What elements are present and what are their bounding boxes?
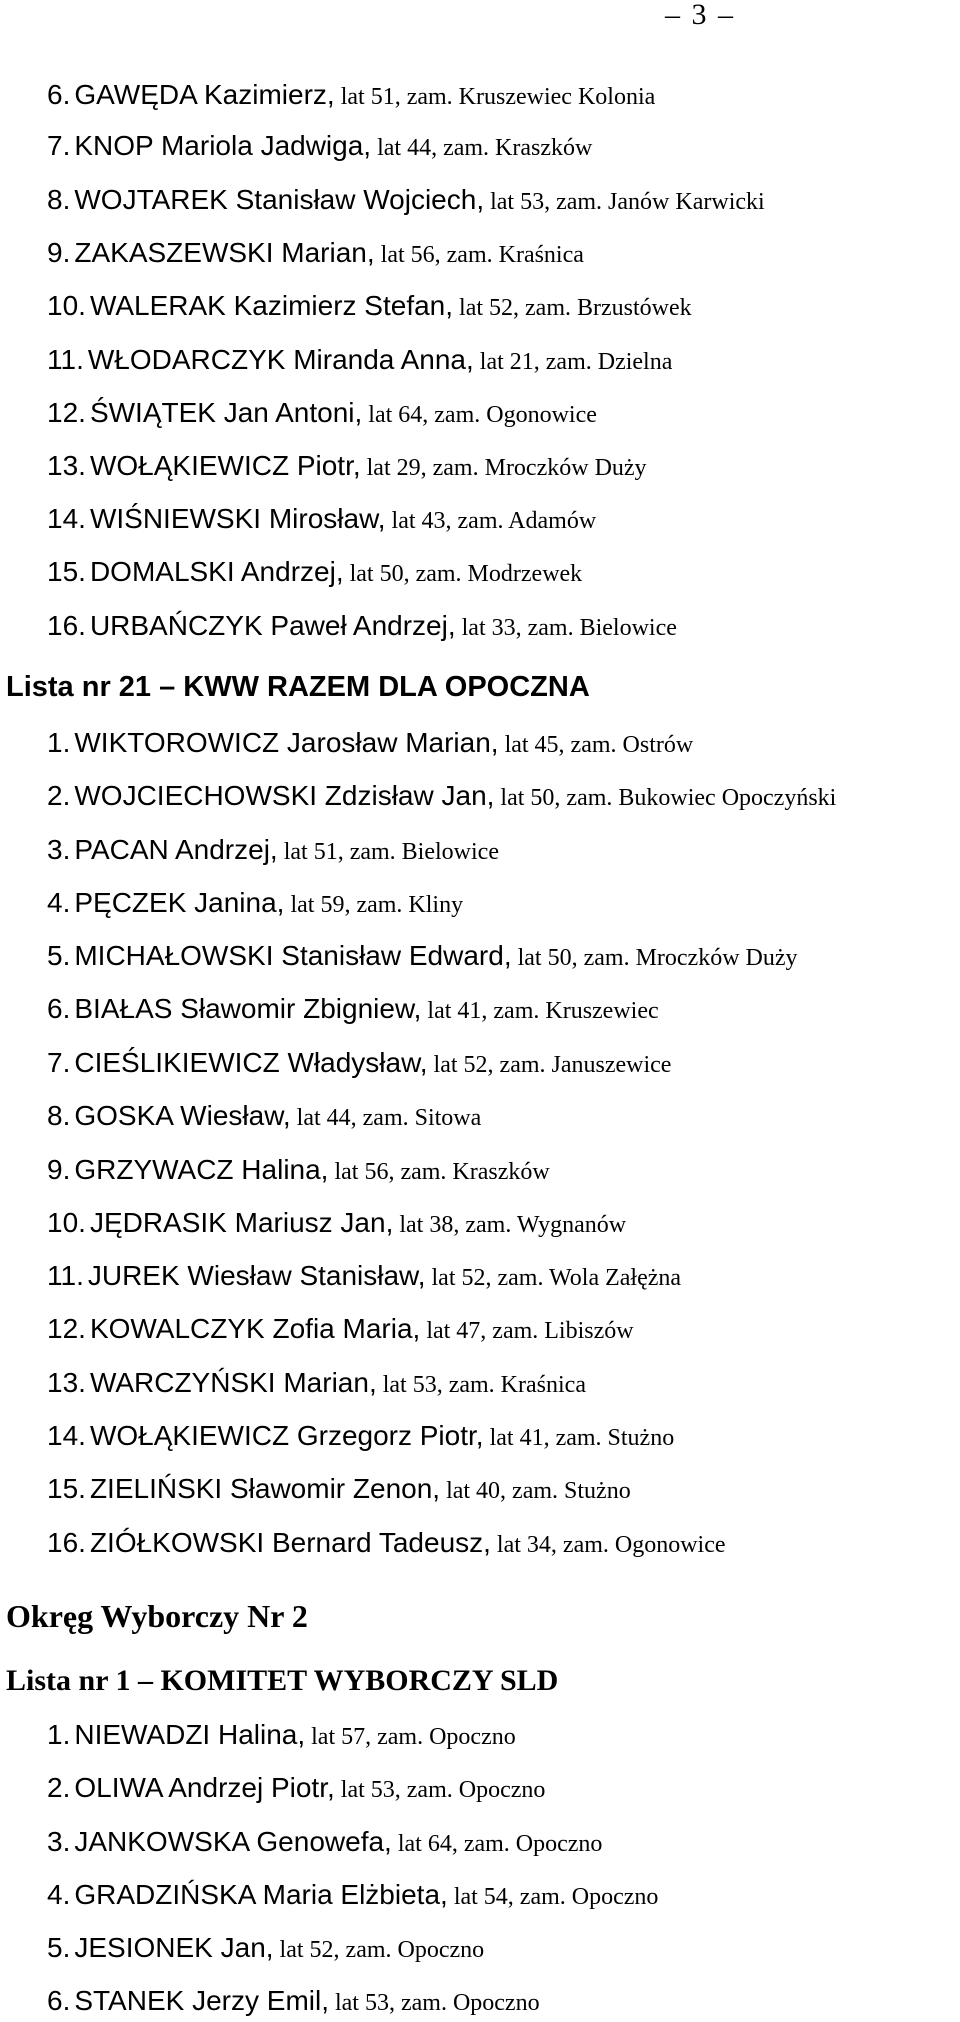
list-item xyxy=(47,396,597,432)
candidate-name: CIEŚLIKIEWICZ Władysław, xyxy=(74,1047,428,1078)
candidate-name: GRZYWACZ Halina, xyxy=(74,1154,329,1185)
candidate-details: lat 41, zam. Kruszewiec xyxy=(421,998,659,1024)
candidate-details: lat 47, zam. Libiszów xyxy=(420,1318,634,1344)
candidate-number: 6. xyxy=(47,993,71,1024)
list-item xyxy=(47,555,582,591)
candidate-details: lat 53, zam. Kraśnica xyxy=(376,1372,586,1398)
candidate-number: 4. xyxy=(47,887,71,918)
candidate-number: 10. xyxy=(47,290,86,321)
candidate-name: WIKTOROWICZ Jarosław Marian, xyxy=(74,727,499,758)
list-item xyxy=(47,1878,658,1914)
list-item xyxy=(47,1312,634,1348)
candidate-details: lat 34, zam. Ogonowice xyxy=(490,1532,726,1558)
candidate-number: 12. xyxy=(47,397,86,428)
list-item xyxy=(47,1153,550,1189)
candidate-details: lat 53, zam. Janów Karwicki xyxy=(484,189,765,215)
candidate-name: WALERAK Kazimierz Stefan, xyxy=(89,290,454,321)
list-item xyxy=(47,236,584,272)
candidate-number: 9. xyxy=(47,1154,71,1185)
candidate-name: PĘCZEK Janina, xyxy=(74,887,285,918)
candidate-name: STANEK Jerzy Emil, xyxy=(74,1985,329,2016)
candidate-details: lat 33, zam. Bielowice xyxy=(455,615,677,641)
candidate-name: WARCZYŃSKI Marian, xyxy=(89,1367,377,1398)
candidate-name: BIAŁAS Sławomir Zbigniew, xyxy=(74,993,422,1024)
candidate-details: lat 64, zam. Ogonowice xyxy=(362,402,597,428)
list-item xyxy=(47,1984,540,2020)
candidate-details: lat 44, zam. Kraszków xyxy=(371,135,593,161)
candidate-number: 8. xyxy=(47,1100,71,1131)
candidate-number: 12. xyxy=(47,1313,86,1344)
list-item xyxy=(47,343,672,379)
candidate-details: lat 51, zam. Bielowice xyxy=(277,839,499,865)
list-item xyxy=(47,939,798,975)
list-item xyxy=(47,1419,674,1455)
candidate-name: WOŁĄKIEWICZ Piotr, xyxy=(89,450,361,481)
list-heading: Lista nr 21 – KWW RAZEM DLA OPOCZNA xyxy=(6,671,590,703)
candidate-number: 7. xyxy=(47,130,71,161)
list-item xyxy=(47,1099,481,1135)
list-item xyxy=(47,1931,484,1967)
list-item xyxy=(47,449,647,485)
candidate-name: ZIÓŁKOWSKI Bernard Tadeusz, xyxy=(89,1527,491,1558)
list-item xyxy=(47,78,655,114)
list-item xyxy=(47,833,499,869)
list-item xyxy=(47,726,693,762)
candidate-name: WOŁĄKIEWICZ Grzegorz Piotr, xyxy=(89,1420,484,1451)
list-item xyxy=(47,609,677,645)
candidate-details: lat 41, zam. Stużno xyxy=(483,1425,675,1451)
candidate-number: 9. xyxy=(47,237,71,268)
candidate-number: 10. xyxy=(47,1207,86,1238)
list-item xyxy=(47,502,596,538)
candidate-details: lat 52, zam. Wola Załężna xyxy=(425,1265,682,1291)
candidate-number: 13. xyxy=(47,450,86,481)
list-item xyxy=(47,1259,681,1295)
candidate-details: lat 52, zam. Januszewice xyxy=(427,1052,672,1078)
candidate-details: lat 50, zam. Modrzewek xyxy=(343,561,583,587)
candidate-number: 2. xyxy=(47,780,71,811)
candidate-number: 11. xyxy=(47,344,84,375)
list-item xyxy=(47,1366,586,1402)
candidate-details: lat 56, zam. Kraśnica xyxy=(374,242,584,268)
candidate-name: JUREK Wiesław Stanisław, xyxy=(87,1260,426,1291)
candidate-details: lat 45, zam. Ostrów xyxy=(498,732,694,758)
candidate-details: lat 59, zam. Kliny xyxy=(284,892,464,918)
candidate-number: 5. xyxy=(47,1932,71,1963)
candidate-name: PACAN Andrzej, xyxy=(74,834,278,865)
candidate-name: OLIWA Andrzej Piotr, xyxy=(74,1772,335,1803)
district-heading: Okręg Wyborczy Nr 2 xyxy=(6,1598,308,1634)
candidate-details: lat 52, zam. Brzustówek xyxy=(453,295,692,321)
list-item xyxy=(47,289,692,325)
candidate-number: 1. xyxy=(47,1719,71,1750)
candidate-number: 3. xyxy=(47,1826,71,1857)
candidate-name: JESIONEK Jan, xyxy=(74,1932,274,1963)
candidate-number: 7. xyxy=(47,1047,71,1078)
candidate-number: 4. xyxy=(47,1879,71,1910)
candidate-name: JANKOWSKA Genowefa, xyxy=(74,1826,392,1857)
candidate-number: 6. xyxy=(47,79,71,110)
list-item xyxy=(47,1046,671,1082)
candidate-name: WŁODARCZYK Miranda Anna, xyxy=(87,344,474,375)
candidate-name: MICHAŁOWSKI Stanisław Edward, xyxy=(74,940,512,971)
candidate-details: lat 57, zam. Opoczno xyxy=(305,1724,516,1750)
candidate-details: lat 29, zam. Mroczków Duży xyxy=(360,455,647,481)
candidate-number: 14. xyxy=(47,1420,86,1451)
candidate-details: lat 64, zam. Opoczno xyxy=(391,1831,603,1857)
candidate-name: WIŚNIEWSKI Mirosław, xyxy=(89,503,386,534)
candidate-name: WOJTAREK Stanisław Wojciech, xyxy=(74,184,485,215)
candidate-name: JĘDRASIK Mariusz Jan, xyxy=(89,1207,394,1238)
candidate-number: 8. xyxy=(47,184,71,215)
candidate-name: ŚWIĄTEK Jan Antoni, xyxy=(89,397,363,428)
candidate-name: KNOP Mariola Jadwiga, xyxy=(74,130,372,161)
candidate-details: lat 53, zam. Opoczno xyxy=(328,1990,540,2016)
candidate-name: ZAKASZEWSKI Marian, xyxy=(74,237,375,268)
candidate-number: 16. xyxy=(47,610,86,641)
page-number: – 3 – xyxy=(665,0,735,31)
list-heading: Lista nr 1 – KOMITET WYBORCZY SLD xyxy=(6,1664,559,1697)
candidate-number: 3. xyxy=(47,834,71,865)
candidate-number: 13. xyxy=(47,1367,86,1398)
candidate-number: 15. xyxy=(47,556,86,587)
candidate-number: 15. xyxy=(47,1473,86,1504)
list-item xyxy=(47,779,836,815)
list-item xyxy=(47,992,659,1028)
candidate-details: lat 52, zam. Opoczno xyxy=(273,1937,485,1963)
list-item xyxy=(47,1526,726,1562)
list-item xyxy=(47,1771,545,1807)
candidate-number: 16. xyxy=(47,1527,86,1558)
candidate-name: GRADZIŃSKA Maria Elżbieta, xyxy=(74,1879,448,1910)
list-item xyxy=(47,1206,626,1242)
candidate-details: lat 56, zam. Kraszków xyxy=(328,1159,550,1185)
candidate-number: 11. xyxy=(47,1260,84,1291)
list-item xyxy=(47,1825,602,1861)
candidate-name: NIEWADZI Halina, xyxy=(74,1719,306,1750)
candidate-details: lat 44, zam. Sitowa xyxy=(290,1105,482,1131)
list-item xyxy=(47,1472,631,1508)
list-item xyxy=(47,183,765,219)
candidate-name: DOMALSKI Andrzej, xyxy=(89,556,344,587)
list-item xyxy=(47,886,463,922)
candidate-details: lat 53, zam. Opoczno xyxy=(334,1777,546,1803)
candidate-name: KOWALCZYK Zofia Maria, xyxy=(89,1313,421,1344)
candidate-number: 6. xyxy=(47,1985,71,2016)
candidate-name: ZIELIŃSKI Sławomir Zenon, xyxy=(89,1473,441,1504)
candidate-details: lat 50, zam. Mroczków Duży xyxy=(511,945,798,971)
candidate-number: 14. xyxy=(47,503,86,534)
list-item xyxy=(47,129,592,165)
candidate-details: lat 51, zam. Kruszewiec Kolonia xyxy=(334,84,656,110)
candidate-details: lat 21, zam. Dzielna xyxy=(473,349,673,375)
candidate-details: lat 50, zam. Bukowiec Opoczyński xyxy=(494,785,837,811)
list-item xyxy=(47,1718,516,1754)
candidate-name: URBAŃCZYK Paweł Andrzej, xyxy=(89,610,456,641)
candidate-number: 1. xyxy=(47,727,71,758)
candidate-details: lat 54, zam. Opoczno xyxy=(447,1884,659,1910)
candidate-number: 5. xyxy=(47,940,71,971)
candidate-name: GOSKA Wiesław, xyxy=(74,1100,291,1131)
candidate-details: lat 43, zam. Adamów xyxy=(385,508,597,534)
candidate-details: lat 38, zam. Wygnanów xyxy=(393,1212,627,1238)
candidate-number: 2. xyxy=(47,1772,71,1803)
candidate-name: GAWĘDA Kazimierz, xyxy=(74,79,335,110)
candidate-name: WOJCIECHOWSKI Zdzisław Jan, xyxy=(74,780,495,811)
candidate-details: lat 40, zam. Stużno xyxy=(440,1478,631,1504)
